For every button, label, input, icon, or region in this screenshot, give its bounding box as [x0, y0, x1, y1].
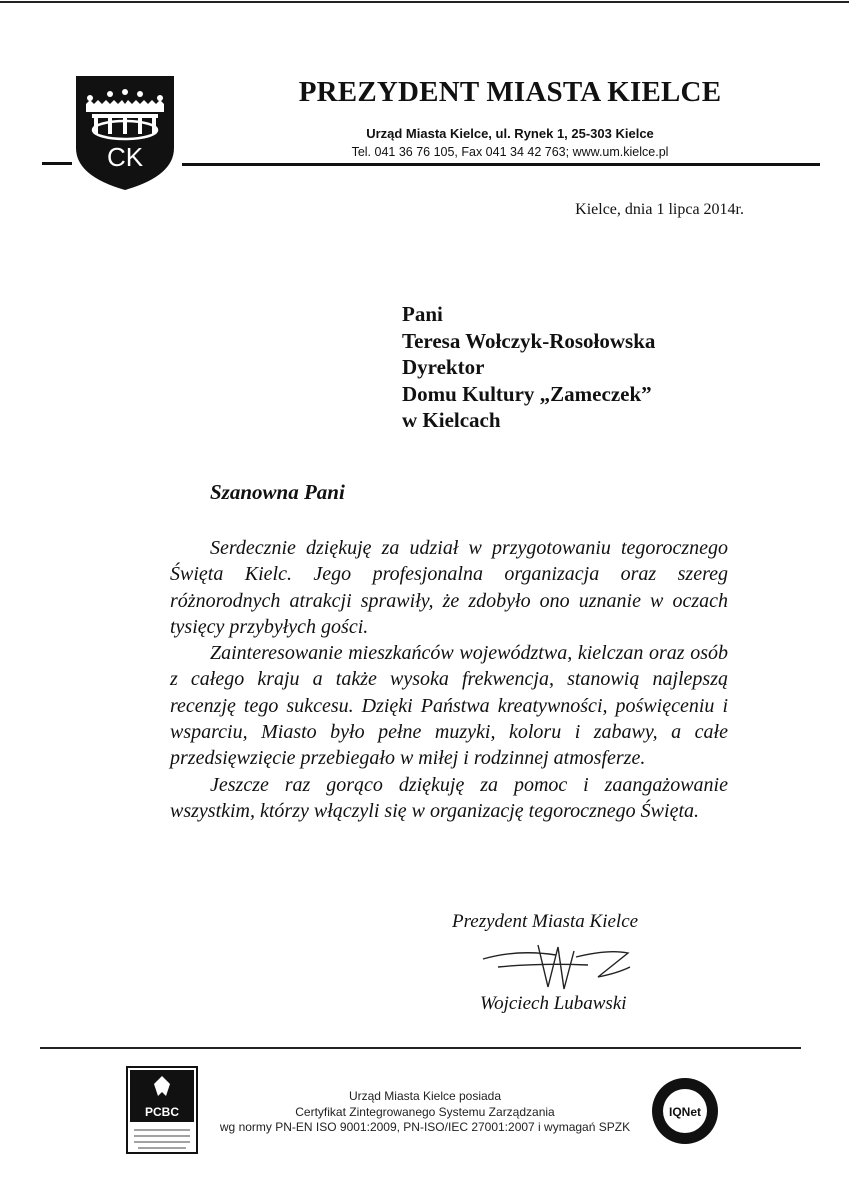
office-address: Urząd Miasta Kielce, ul. Rynek 1, 25-303 Kielce	[366, 126, 654, 141]
header-rule-right	[182, 163, 820, 166]
footer-rule	[40, 1047, 801, 1049]
iqnet-certified-logo	[650, 1076, 720, 1146]
letter-body	[170, 535, 728, 824]
pcbc-label: PCBC	[144, 1105, 180, 1119]
footer-line: Certyfikat Zintegrowanego Systemu Zarządzania	[295, 1104, 555, 1119]
salutation: Szanowna Pani	[210, 480, 345, 504]
office-contact: Tel. 041 36 76 105, Fax 041 34 42 763; www.um.kielce.pl	[351, 145, 669, 159]
body-paragraph: Serdecznie dziękuję za udział w przygotowaniu tegorocznego Święta Kielc. Jego profesjonalna organizacja oraz szereg różnorodnych atrakcji sprawiły, że zdobyło ono uznanie w oczach tysięcy przybyłych gości.	[170, 537, 728, 638]
letter-date: Kielce, dnia 1 lipca 2014r.	[575, 201, 744, 218]
header-rule-left	[42, 162, 72, 165]
signatory-name: Wojciech Lubawski	[480, 993, 627, 1014]
body-paragraph: Zainteresowanie mieszkańców województwa, kielczan oraz osób z całego kraju a także wysoka frekwencja, stanowią najlepszą recenzję tego sukcesu. Dzięki Państwa kreatywności, poświęceniu i wsparciu, Miasto było pełne muzyki, koloru i zabawy, a całe przedsięwzięcie przebiegało w miłej i rodzinnej atmosferze.	[170, 642, 728, 770]
recipient-block	[402, 301, 655, 434]
iqnet-label: IQNet	[668, 1105, 702, 1119]
signatory-title: Prezydent Miasta Kielce	[452, 911, 639, 932]
recipient-line: w Kielcach	[402, 408, 501, 432]
certification-note	[210, 1089, 640, 1136]
scan-edge-line	[0, 1, 849, 3]
office-title: PREZYDENT MIASTA KIELCE	[298, 76, 722, 108]
kielce-crest-logo	[74, 74, 176, 192]
crest-letters: CK	[106, 142, 144, 172]
pcbc-certificate-logo	[126, 1066, 198, 1154]
body-paragraph: Jeszcze raz gorąco dziękuję za pomoc i zaangażowanie wszystkim, którzy włączyli się w organizację tegorocznego Święta.	[170, 773, 728, 822]
recipient-line: Dyrektor	[402, 355, 485, 379]
footer-line: Urząd Miasta Kielce posiada	[348, 1089, 502, 1103]
recipient-line: Pani	[402, 302, 443, 326]
recipient-line: Domu Kultury „Zameczek”	[402, 381, 652, 406]
recipient-line: Teresa Wołczyk-Rosołowska	[402, 328, 656, 353]
footer-line: wg normy PN-EN ISO 9001:2009, PN-ISO/IEC 27001:2007 i wymagań SPZK	[219, 1120, 631, 1134]
